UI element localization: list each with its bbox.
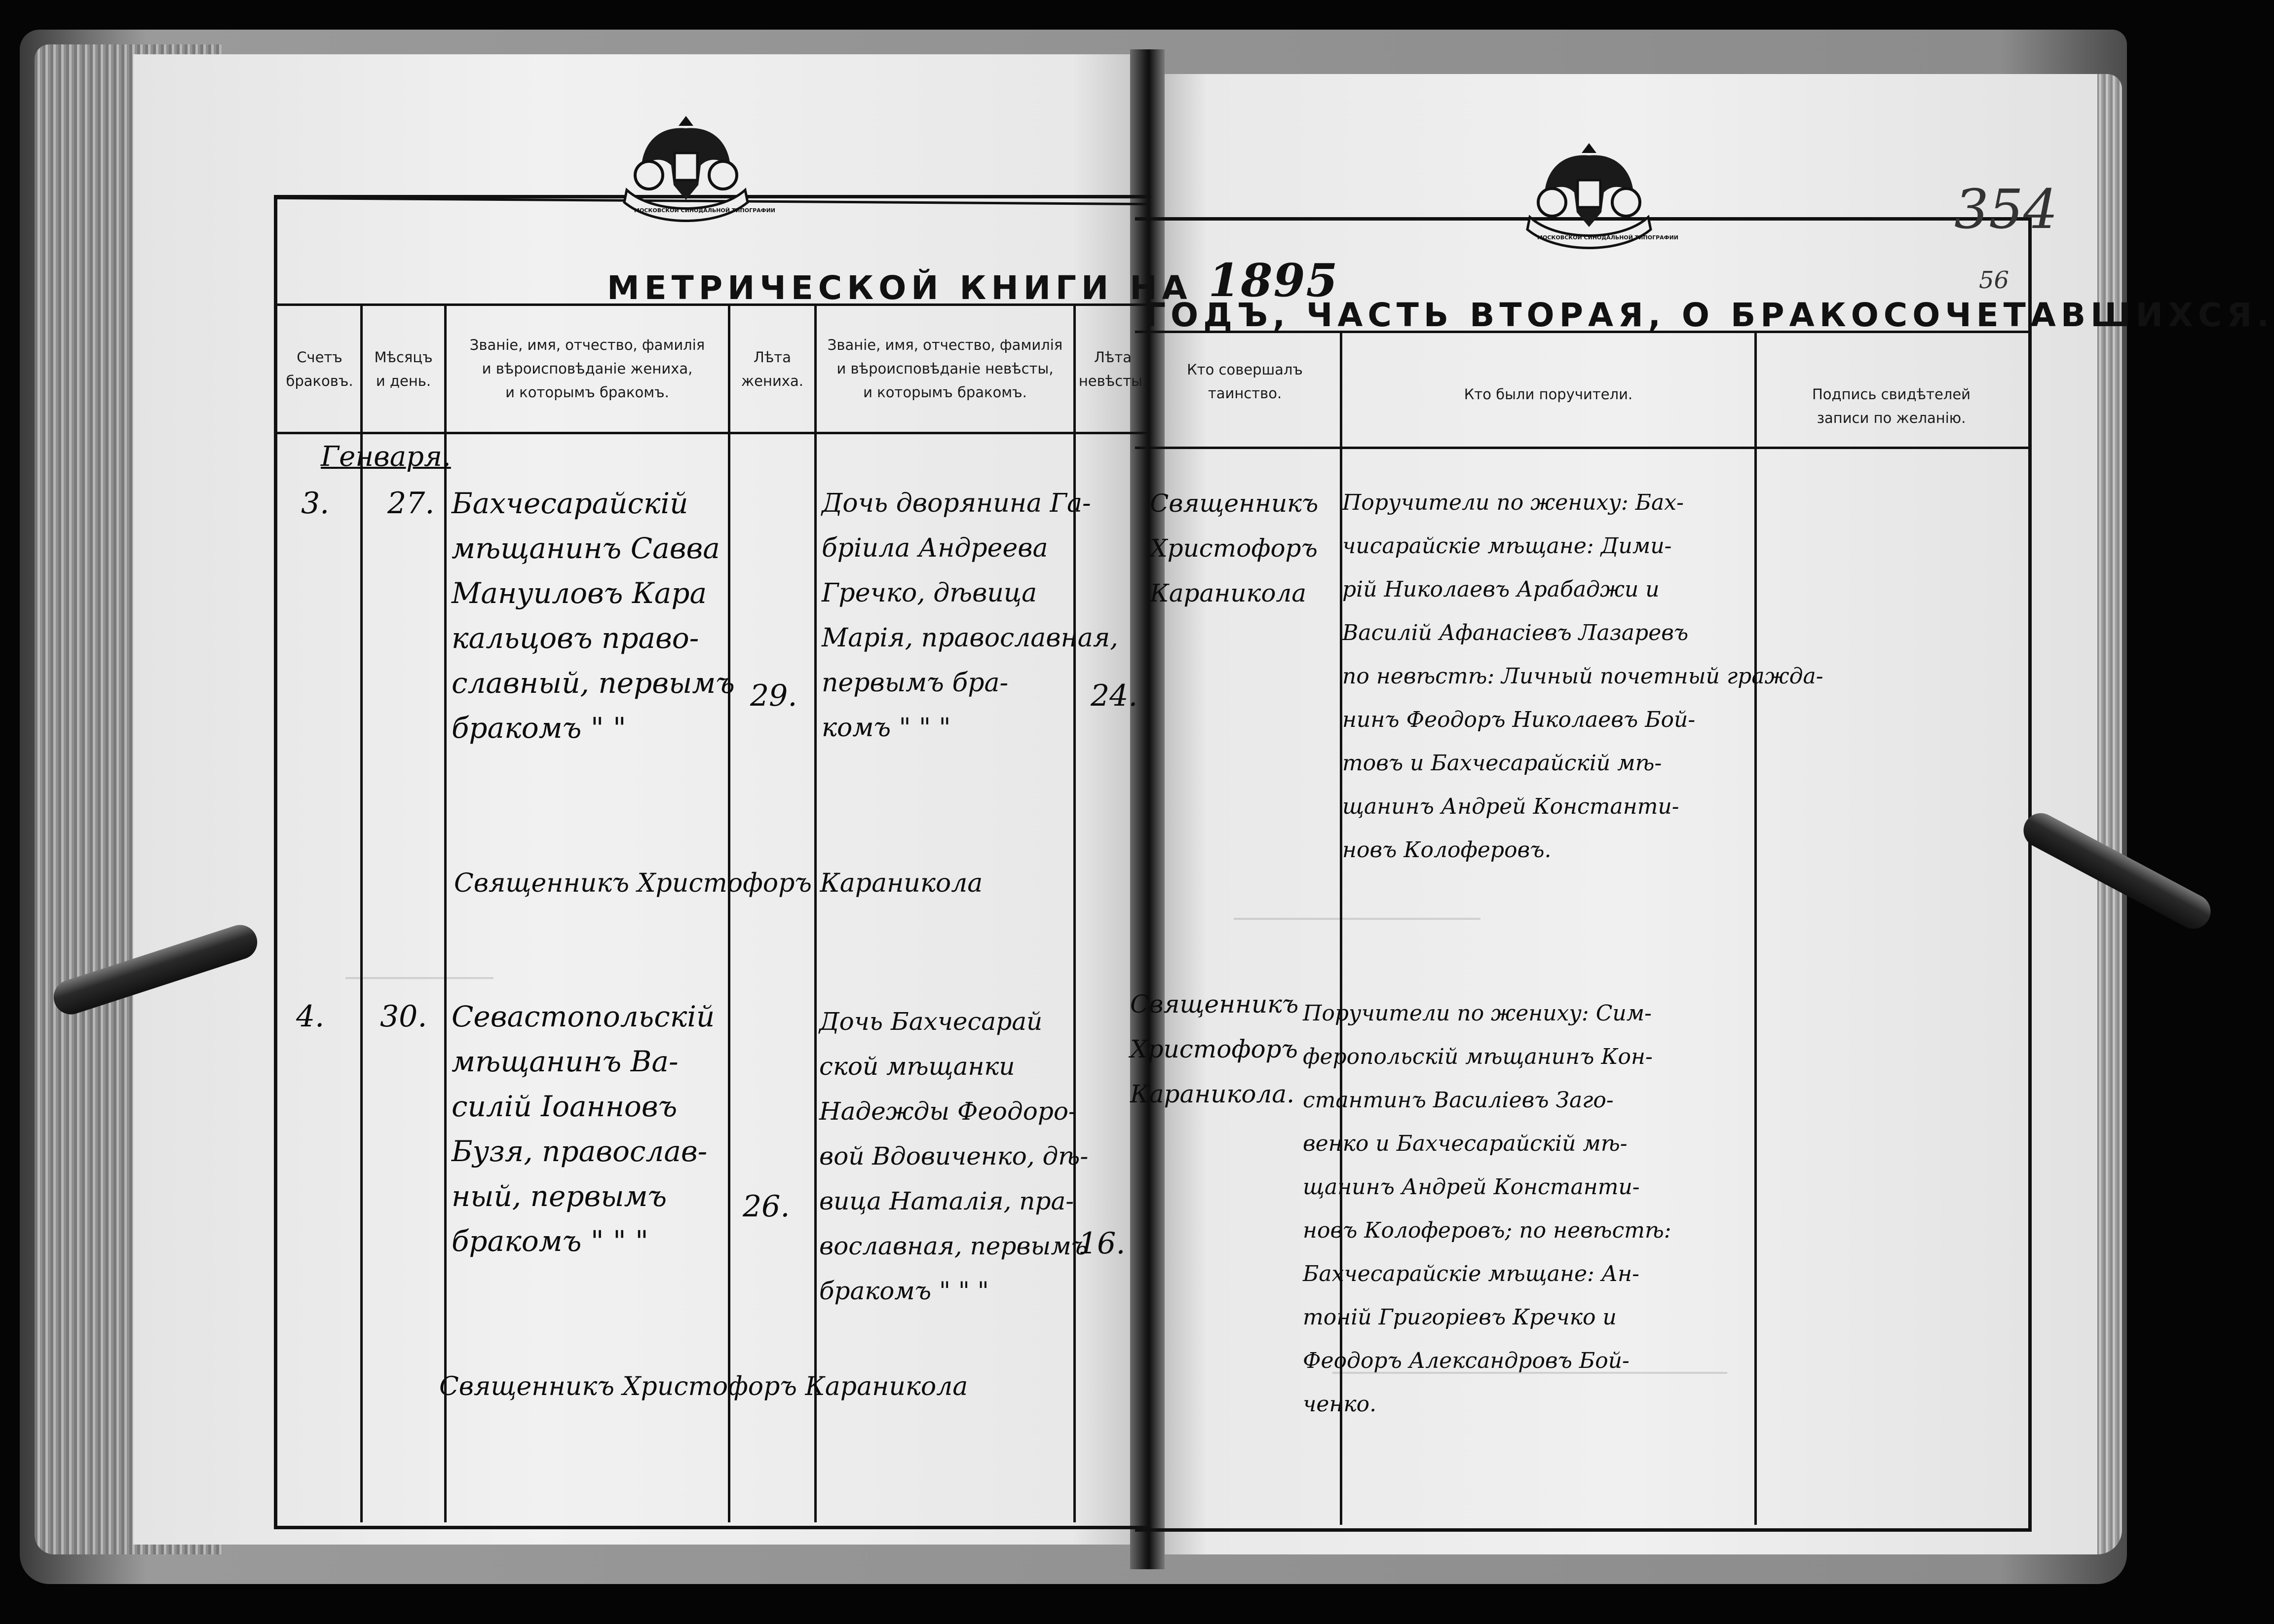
col-header-month-day: Мѣсяцъ и день. bbox=[374, 349, 433, 389]
folio-number: 56 bbox=[1979, 266, 2009, 294]
record-bride: Дочь дворянина Га- бріила Андреева Гречко, дѣвица Марія, православная, первымъ бра- комъ " " " bbox=[822, 489, 1118, 743]
imperial-eagle-emblem-right bbox=[1517, 133, 1678, 257]
record-guarantors: Поручители по жениху: Бах- чисарайскіе мѣщане: Дими- рій Николаевъ Арабаджи и Василій Афанасіевъ Лазаревъ по невѣстѣ: Личный почетный гражда- нинъ Феодоръ Николаевъ Бой- товъ и Бахчесарайскій мѣ- щанинъ Андрей Константи- новъ Колоферовъ. bbox=[1342, 490, 1823, 863]
col-header-groom: Званіе, имя, отчество, фамилія и вѣроисповѣданіе жениха, и которымъ бракомъ. bbox=[469, 337, 705, 401]
record-officiant: Священникъ Христофоръ Караникола. bbox=[1130, 990, 1299, 1108]
record-bride: Дочь Бахчесарай ской мѣщанки Надежды Феодоро- вой Вдовиченко, дѣ- вица Наталія, пра- вославная, первымъ бракомъ " " " bbox=[819, 1007, 1089, 1305]
register-title-right bbox=[1145, 296, 2274, 334]
title-left-text: МЕТРИЧЕСКОЙ КНИГИ НА bbox=[607, 269, 1192, 307]
record-groom: Севастопольскій мѣщанинъ Ва- силій Іоанновъ Бузя, православ- ный, первымъ бракомъ " " " bbox=[452, 1000, 715, 1258]
record-number: 4. bbox=[296, 999, 325, 1034]
column-rule bbox=[360, 303, 363, 1522]
title-year: 1895 bbox=[1208, 254, 1339, 307]
col-header-groom-age: Лѣта жениха. bbox=[741, 349, 803, 389]
imperial-eagle-emblem-left bbox=[614, 106, 775, 229]
record-number: 3. bbox=[301, 486, 330, 521]
record-day: 27. bbox=[387, 486, 435, 521]
emblem-ribbon-text: МОСКОВСКОЙ СИНОДАЛЬНОЙ ТИПОГРАФИИ bbox=[634, 207, 775, 214]
record-day: 30. bbox=[380, 999, 427, 1034]
title-right-text: ГОДЪ, ЧАСТЬ ВТОРАЯ, О БРАКОСОЧЕТАВШИХСЯ. bbox=[1145, 296, 2274, 334]
record-priest-signature: Священникъ Христофоръ Караникола bbox=[439, 1372, 968, 1401]
col-header-officiant: Кто совершалъ таинство. bbox=[1187, 361, 1303, 402]
record-priest-signature: Священникъ Христофоръ Караникола bbox=[454, 869, 983, 898]
column-rule bbox=[444, 303, 447, 1522]
column-rule bbox=[814, 303, 817, 1522]
col-header-bride-age: Лѣта невѣсты. bbox=[1078, 349, 1147, 389]
record-groom-age: 26. bbox=[743, 1189, 790, 1224]
emblem-ribbon-text: МОСКОВСКОЙ СИНОДАЛЬНОЙ ТИПОГРАФИИ bbox=[1537, 234, 1678, 241]
record-groom: Бахчесарайскій мѣщанинъ Савва Мануиловъ Кара кальцовъ право- славный, первымъ бракомъ " " bbox=[452, 487, 735, 745]
page-number: 354 bbox=[1954, 178, 2058, 241]
col-header-bride: Званіе, имя, отчество, фамилія и вѣроисповѣданіе невѣсты, и которымъ бракомъ. bbox=[827, 337, 1063, 401]
record-bride-age: 16. bbox=[1078, 1226, 1126, 1261]
record-groom-age: 29. bbox=[750, 679, 797, 713]
col-header-guarantors: Кто были поручители. bbox=[1464, 386, 1633, 403]
month-heading: Генваря. bbox=[321, 441, 451, 473]
col-header-witness-signatures: Подпись свидѣтелей записи по желанію. bbox=[1812, 386, 1971, 426]
record-guarantors: Поручители по жениху: Сим- феропольскій мѣщанинъ Кон- стантинъ Василіевъ Заго- венко и Бахчесарайскій мѣ- щанинъ Андрей Константи- новъ Колоферовъ; по невѣстѣ: Бахчесарайскіе мѣщане: Ан- тоній Григоріевъ Кречко и Феодоръ Александровъ Бой- ченко. bbox=[1303, 1001, 1671, 1417]
record-bride-age: 24. bbox=[1091, 679, 1138, 713]
col-header-count: Счетъ браковъ. bbox=[286, 349, 353, 389]
record-officiant: Священникъ Христофоръ Караникола bbox=[1150, 489, 1319, 607]
header-bottom-rule-right bbox=[1135, 447, 2028, 449]
